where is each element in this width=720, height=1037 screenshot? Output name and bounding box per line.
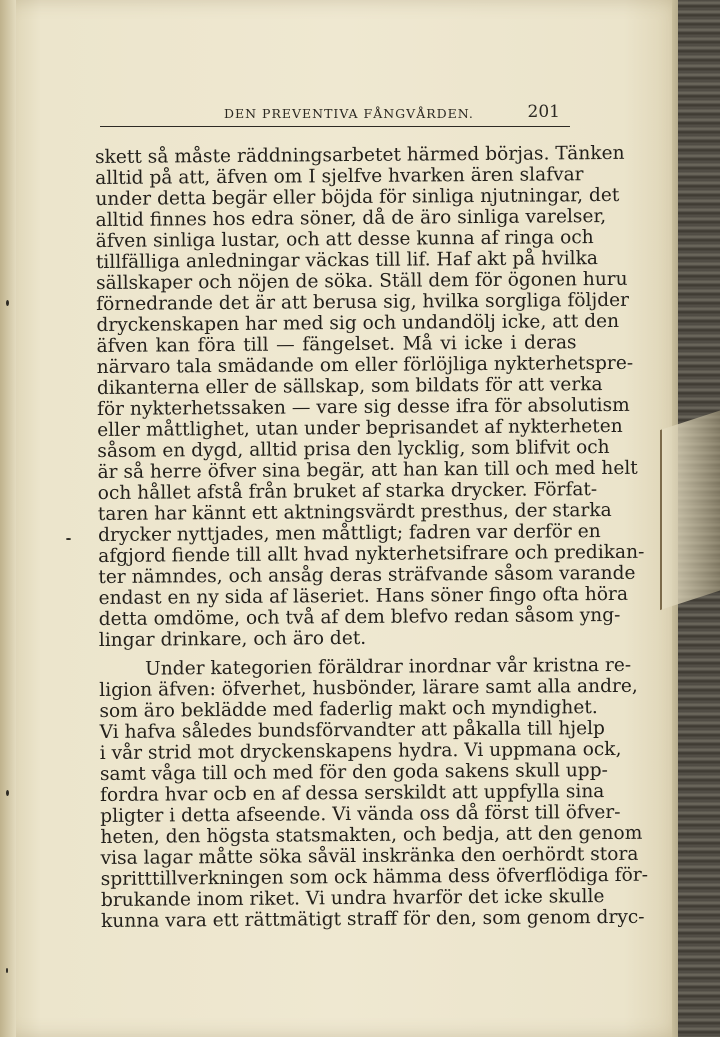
- text-line: brukande inom riket. Vi undra hvarför det icke skulle: [100, 886, 605, 911]
- text-line: ligion äfven: öfverhet, husbönder, lärare samt alla andre,: [99, 675, 638, 701]
- running-head: DEN PREVENTIVA FÅNGVÅRDEN.: [224, 106, 474, 121]
- text-line: sällskaper och nöjen de söka. Ställ dem för ögonen huru: [95, 268, 628, 294]
- text-line: är så herre öfver sina begär, att han kan till och med helt: [97, 457, 638, 483]
- text-line: Vi hafva således bundsförvandter att påkalla till hjelp: [99, 718, 605, 743]
- text-line: afgjord fiende till allt hvad nykterhetsifrare och predikan-: [98, 541, 645, 567]
- text-line: Under kategorien föräldrar inordnar vår kristna re-: [145, 654, 632, 680]
- text-line: ter nämndes, och ansåg deras sträfvande såsom varande: [98, 562, 636, 588]
- page-number: 201: [527, 102, 560, 122]
- text-line: i vår strid mot dryckenskapens hydra. Vi uppmana ock,: [99, 738, 622, 764]
- text-line: kunna vara ett rättmätigt straff för den, som genom dryc-: [101, 906, 645, 932]
- text-line: förnedrande det är att berusa sig, hvilka sorgliga följder: [96, 289, 630, 315]
- text-line: drycker nyttjades, men måttligt; fadren var derför en: [97, 521, 601, 546]
- text-line: endast en ny sida af läseriet. Hans söner fingo ofta höra: [98, 583, 629, 609]
- text-line: pligter i detta afseende. Vi vända oss då först till öfver-: [100, 801, 621, 827]
- margin-speck: [66, 538, 71, 540]
- text-line: äfven sinliga lustar, och att desse kunna af ringa och: [95, 227, 594, 252]
- text-line: närvaro tala smädande om eller förlöjliga nykterhetspre-: [96, 352, 634, 378]
- text-line: alltid på att, äfven om I sjelfve hvarken ären slafvar: [95, 164, 584, 189]
- text-line: fordra hvar ocb en af dessa serskildt att uppfylla sina: [100, 781, 605, 806]
- text-line: visa lagar måtte söka såväl inskränka den oerhördt stora: [100, 843, 639, 869]
- text-line: tillfälliga anledningar väckas till lif. Haf akt på hvilka: [95, 248, 599, 273]
- text-line: heten, den högsta statsmakten, och bedja, att den genom: [100, 822, 643, 848]
- text-line: för nykterhetssaken — vare sig desse ifra för absolutism: [96, 394, 630, 420]
- margin-speck: [6, 968, 8, 973]
- paragraph-2: [99, 654, 649, 932]
- text-line: såsom en dygd, alltid prisa den lycklig, som blifvit och: [97, 436, 610, 462]
- paragraph-1: [95, 142, 645, 651]
- body-text: [95, 142, 649, 932]
- bookmark-tab: [660, 410, 720, 610]
- text-line: detta omdöme, och två af dem blefvo redan såsom yng-: [98, 604, 621, 630]
- text-line: skett så måste räddningsarbetet härmed börjas. Tänken: [95, 142, 625, 168]
- text-line: under detta begär eller böjda för sinliga njutningar, det: [95, 184, 620, 210]
- text-line: alltid finnes hos edra söner, då de äro sinliga varelser,: [95, 205, 607, 231]
- text-line: lingar drinkare, och äro det.: [98, 627, 367, 651]
- text-line: äfven kan föra till — fängelset. Må vi icke i deras: [96, 332, 577, 357]
- text-line: dryckenskapen har med sig och undandölj icke, att den: [96, 310, 620, 336]
- text-line: spritttillverkningen som ock hämma dess öfverflödiga för-: [100, 864, 649, 890]
- text-line: eller måttlighet, utan under beprisandet af nykterheten: [97, 415, 623, 441]
- text-line: taren har kännt ett aktningsvärdt presthus, der starka: [97, 499, 612, 525]
- text-line: samt våga till och med för den goda sakens skull upp-: [99, 759, 608, 785]
- text-line: som äro beklädde med faderlig makt och myndighet.: [99, 697, 598, 722]
- page-binding-edge: [0, 0, 16, 1037]
- margin-speck: [6, 300, 9, 306]
- margin-speck: [6, 790, 9, 796]
- text-line: och hållet afstå från bruket af starka drycker. Förfat-: [97, 479, 598, 504]
- text-line: dikanterna eller de sällskap, som bildats för att verka: [96, 374, 603, 399]
- page-header: [100, 102, 570, 127]
